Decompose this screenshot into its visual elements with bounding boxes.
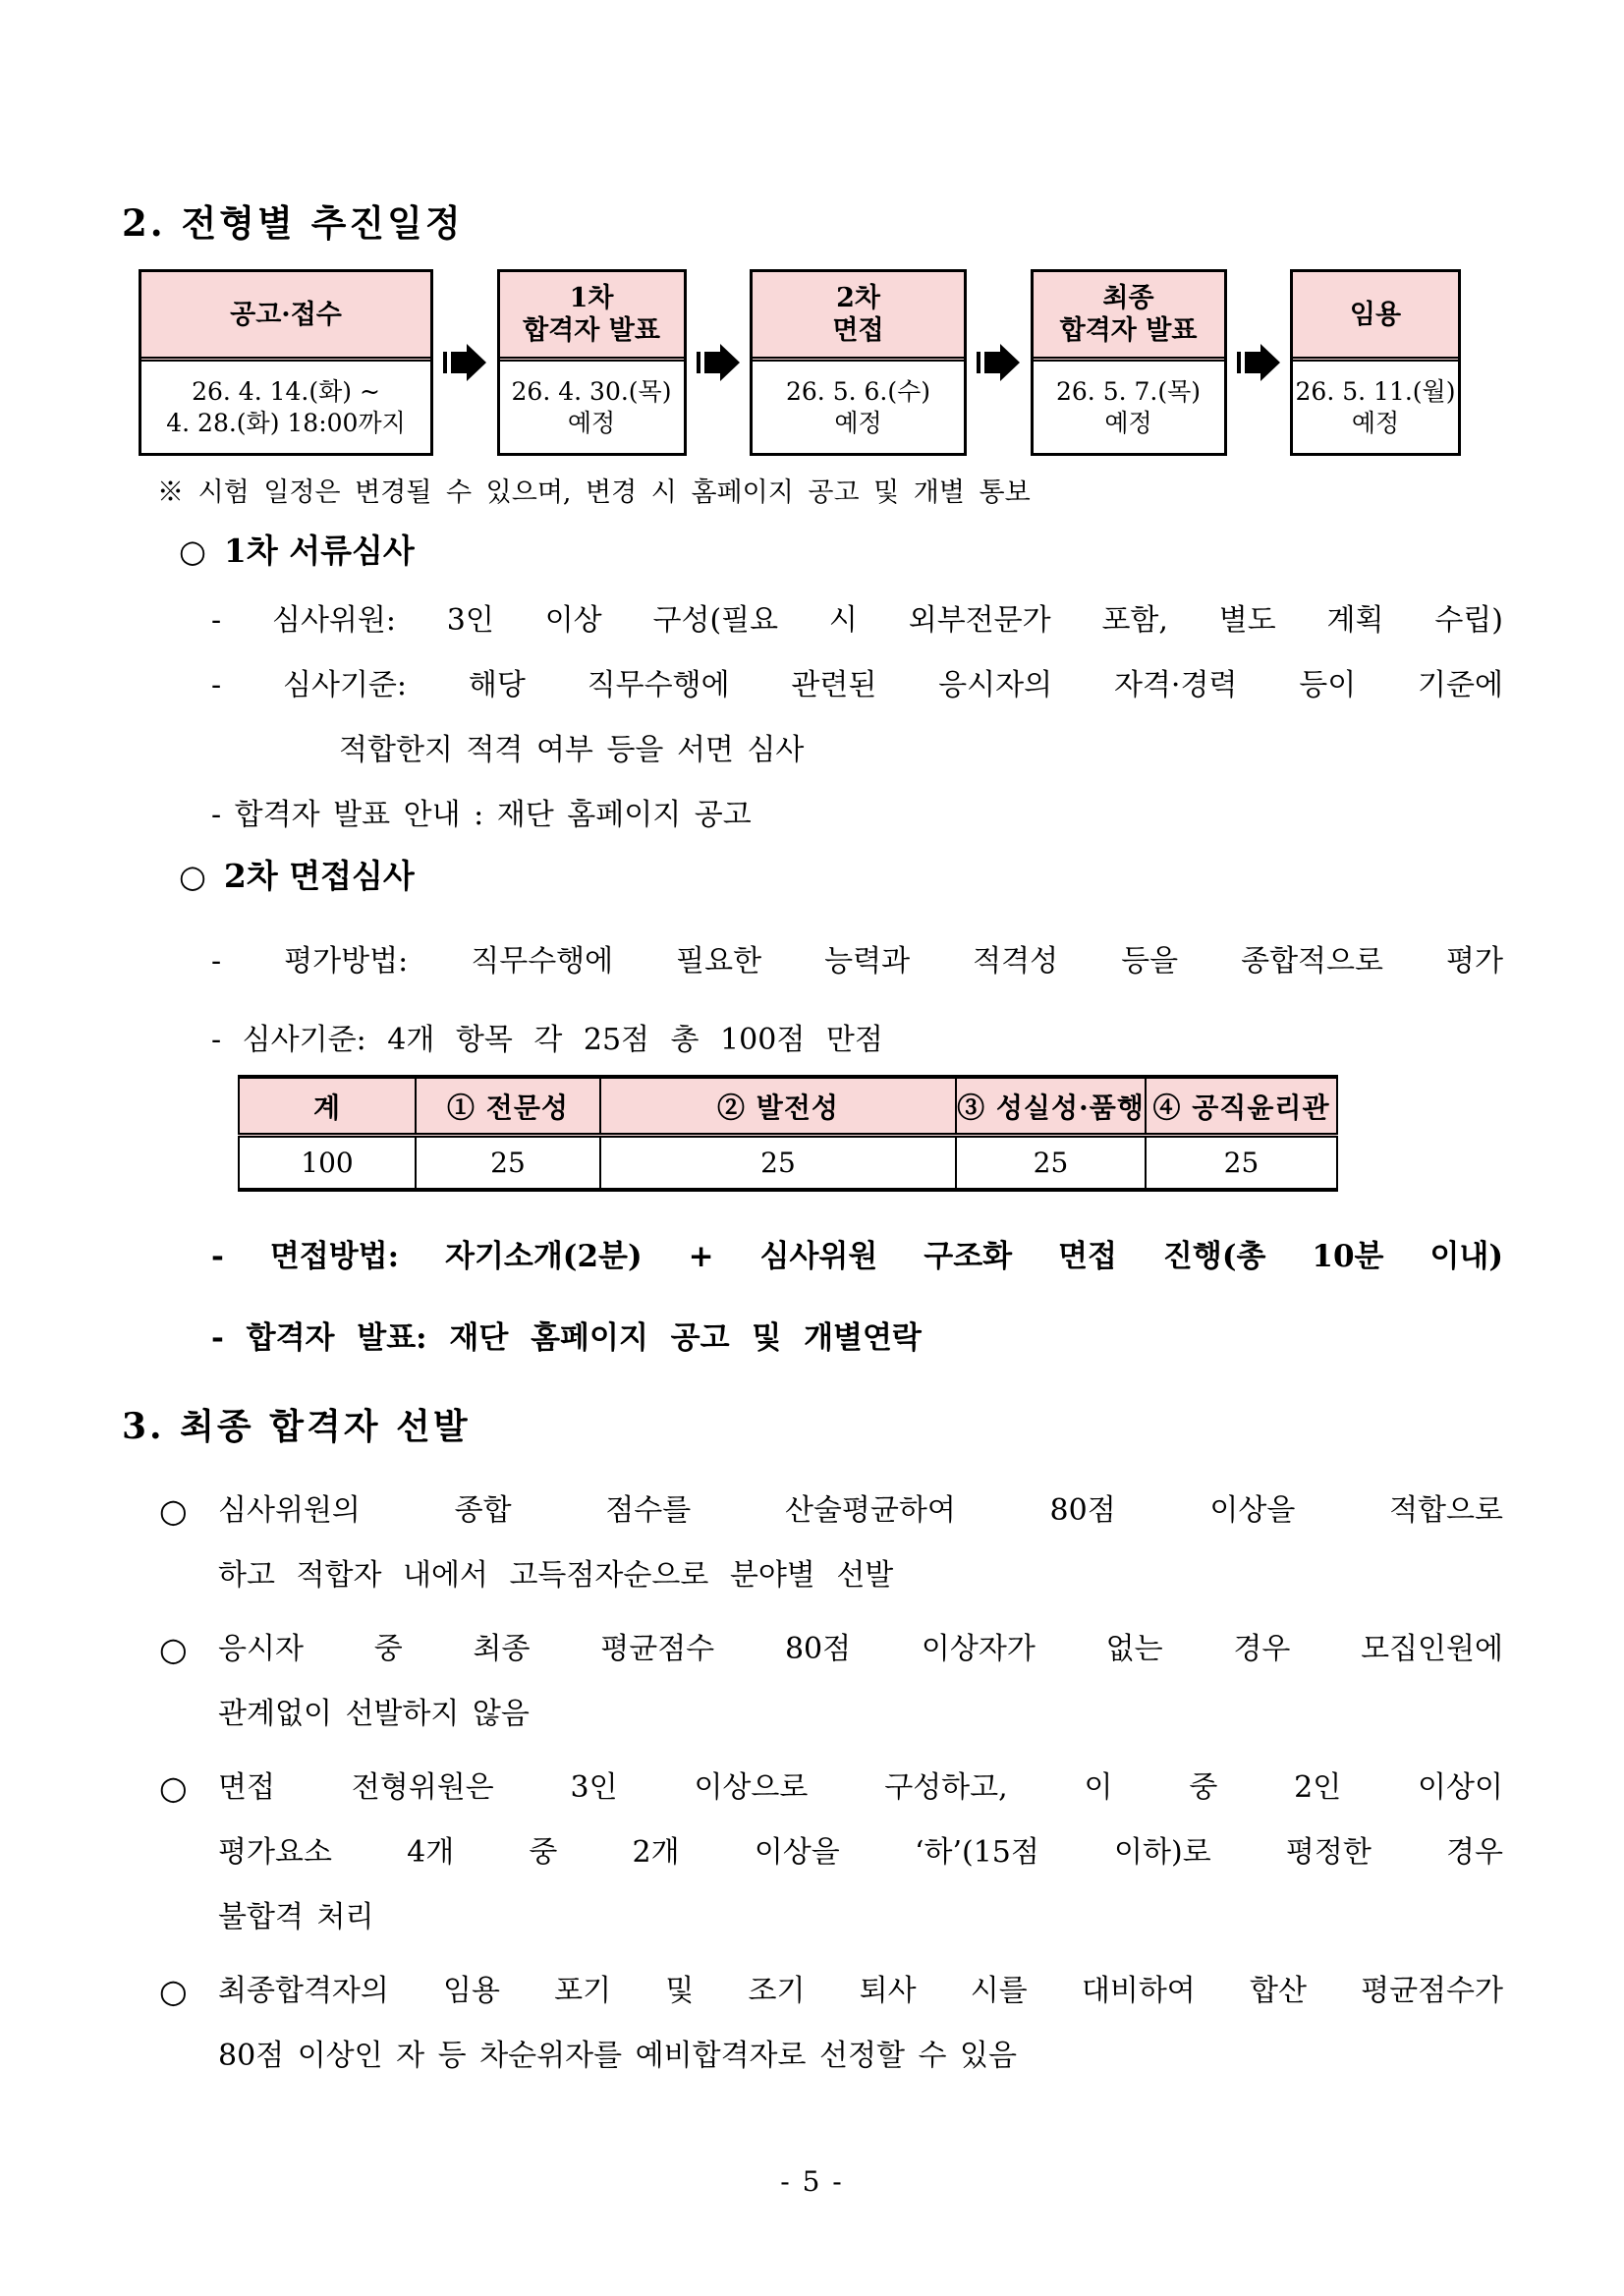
schedule-change-note: ※ 시험 일정은 변경될 수 있으며, 변경 시 홈페이지 공고 및 개별 통보 [157, 477, 1031, 508]
score-value-potential: 25 [600, 1136, 956, 1191]
doc-review-item-committee: - 심사위원: 3인 이상 구성(필요 시 외부전문가 포함, 별도 계획 수립) [211, 603, 1503, 638]
final-selection-bullet-2 [159, 1617, 1503, 1747]
bullet-line: 평가요소 4개 중 2개 이상을 ‘하’(15점 이하)로 평정한 경우 [218, 1835, 1503, 1870]
doc-review-item-announcement: - 합격자 발표 안내 : 재단 홈페이지 공고 [211, 798, 752, 832]
arrow-right-icon [443, 344, 486, 381]
flow-box-title-line1: 1차 [569, 283, 614, 313]
score-value-total: 100 [239, 1136, 416, 1191]
flow-box-date-line1: 26. 4. 30.(목) [511, 376, 672, 406]
flow-arrow [967, 269, 1031, 456]
score-header-potential: ② 발전성 [600, 1077, 956, 1136]
score-header-sincerity: ③ 성실성·품행 [956, 1077, 1146, 1136]
bullet-line: 불합격 처리 [218, 1900, 374, 1934]
score-value-ethics: 25 [1146, 1136, 1337, 1191]
flow-box-title-line1: 2차 [836, 283, 880, 313]
flow-box-date-line2: 예정 [834, 408, 882, 437]
final-selection-bullet-4 [159, 1959, 1503, 2089]
flow-box-date-line2: 예정 [1104, 408, 1152, 437]
bullet-text [218, 1479, 1503, 1608]
bullet-line: 심사위원의 종합 점수를 산술평균하여 80점 이상을 적합으로 [218, 1493, 1503, 1528]
interview-item-result: - 합격자 발표: 재단 홈페이지 공고 및 개별연락 [211, 1320, 922, 1356]
circle-bullet-icon: ○ [159, 1768, 188, 1807]
doc-review-heading [179, 527, 1503, 576]
flow-box-date-line2: 예정 [1351, 408, 1400, 437]
flow-box-final-pass-announcement [1031, 269, 1227, 456]
final-selection-bullet-3 [159, 1756, 1503, 1950]
flow-box-title-line1: 임용 [1349, 299, 1402, 330]
interview-heading [179, 852, 1503, 901]
bullet-line: 응시자 중 최종 평균점수 80점 이상자가 없는 경우 모집인원에 [218, 1632, 1503, 1666]
flow-box-title [1034, 272, 1224, 362]
flow-box-date [141, 362, 430, 453]
flow-box-title [753, 272, 964, 362]
score-header-expertise: ① 전문성 [416, 1077, 600, 1136]
arrow-right-icon [697, 344, 740, 381]
circle-bullet-icon: ○ [179, 532, 206, 570]
flow-box-date-line1: 26. 4. 14.(화) ~ [192, 376, 380, 406]
section3-heading: 3. 최종 합격자 선발 [122, 1406, 471, 1447]
flow-arrow [433, 269, 497, 456]
flow-box-date [500, 362, 684, 453]
flow-arrow [687, 269, 751, 456]
page-number: - 5 - [780, 2165, 844, 2198]
flow-box-announcement [139, 269, 433, 456]
score-table-header-row [239, 1077, 1337, 1136]
schedule-flowchart [139, 269, 1461, 456]
flow-box-date-line1: 26. 5. 11.(월) [1295, 376, 1456, 406]
bullet-line: 관계없이 선발하지 않음 [218, 1697, 530, 1731]
bullet-line: 면접 전형위원은 3인 이상으로 구성하고, 이 중 2인 이상이 [218, 1770, 1503, 1805]
score-header-total: 계 [239, 1077, 416, 1136]
flow-box-title-line2: 합격자 발표 [523, 315, 660, 346]
interview-item-method: - 평가방법: 직무수행에 필요한 능력과 적격성 등을 종합적으로 평가 [211, 944, 1503, 979]
final-selection-bullet-1 [159, 1479, 1503, 1608]
flow-box-date [1034, 362, 1224, 453]
flow-box-title [141, 272, 430, 362]
flow-box-title-line2: 면접 [832, 315, 884, 346]
flow-box-title-line2: 합격자 발표 [1059, 315, 1198, 346]
bullet-text [218, 1959, 1503, 2089]
flow-box-date-line2: 4. 28.(화) 18:00까지 [166, 408, 406, 437]
section2-heading: 2. 전형별 추진일정 [122, 201, 464, 245]
circle-bullet-icon: ○ [159, 1972, 188, 2010]
flow-box-date-line1: 26. 5. 6.(수) [785, 376, 930, 406]
flow-box-first-pass-announcement [497, 269, 687, 456]
score-table [238, 1075, 1338, 1192]
flow-arrow [1227, 269, 1291, 456]
flow-box-title [500, 272, 684, 362]
doc-review-heading-label: 1차 서류심사 [223, 532, 415, 570]
score-value-expertise: 25 [416, 1136, 600, 1191]
flow-box-title-line1: 공고·접수 [230, 299, 342, 330]
circle-bullet-icon: ○ [159, 1630, 188, 1668]
flow-box-second-interview [750, 269, 967, 456]
circle-bullet-icon: ○ [179, 858, 206, 895]
circle-bullet-icon: ○ [159, 1491, 188, 1530]
flow-box-title [1293, 272, 1458, 362]
document-content [122, 0, 1503, 2089]
interview-heading-label: 2차 면접심사 [223, 857, 415, 895]
interview-item-format: - 면접방법: 자기소개(2분) + 심사위원 구조화 면접 진행(총 10분 이내) [211, 1239, 1503, 1274]
flow-box-date [753, 362, 964, 453]
flow-box-date [1293, 362, 1458, 453]
score-table-value-row [239, 1136, 1337, 1191]
bullet-text [218, 1617, 1503, 1747]
flow-box-title-line1: 최종 [1102, 283, 1154, 313]
bullet-line: 80점 이상인 자 등 차순위자를 예비합격자로 선정할 수 있음 [218, 2039, 1018, 2073]
doc-review-item-criteria-line1: - 심사기준: 해당 직무수행에 관련된 응시자의 자격·경력 등이 기준에 [211, 668, 1503, 702]
score-header-ethics: ④ 공직윤리관 [1146, 1077, 1337, 1136]
doc-review-item-criteria-line2: 적합한지 적격 여부 등을 서면 심사 [339, 733, 805, 767]
score-value-sincerity: 25 [956, 1136, 1146, 1191]
bullet-text [218, 1756, 1503, 1950]
arrow-right-icon [977, 344, 1020, 381]
interview-item-criteria: - 심사기준: 4개 항목 각 25점 총 100점 만점 [211, 1023, 883, 1057]
bullet-line: 최종합격자의 임용 포기 및 조기 퇴사 시를 대비하여 합산 평균점수가 [218, 1974, 1503, 2008]
flow-box-appointment [1290, 269, 1461, 456]
arrow-right-icon [1237, 344, 1280, 381]
bullet-line: 하고 적합자 내에서 고득점자순으로 분야별 선발 [218, 1558, 894, 1593]
flow-box-date-line1: 26. 5. 7.(목) [1055, 376, 1201, 406]
flow-box-date-line2: 예정 [567, 408, 616, 437]
